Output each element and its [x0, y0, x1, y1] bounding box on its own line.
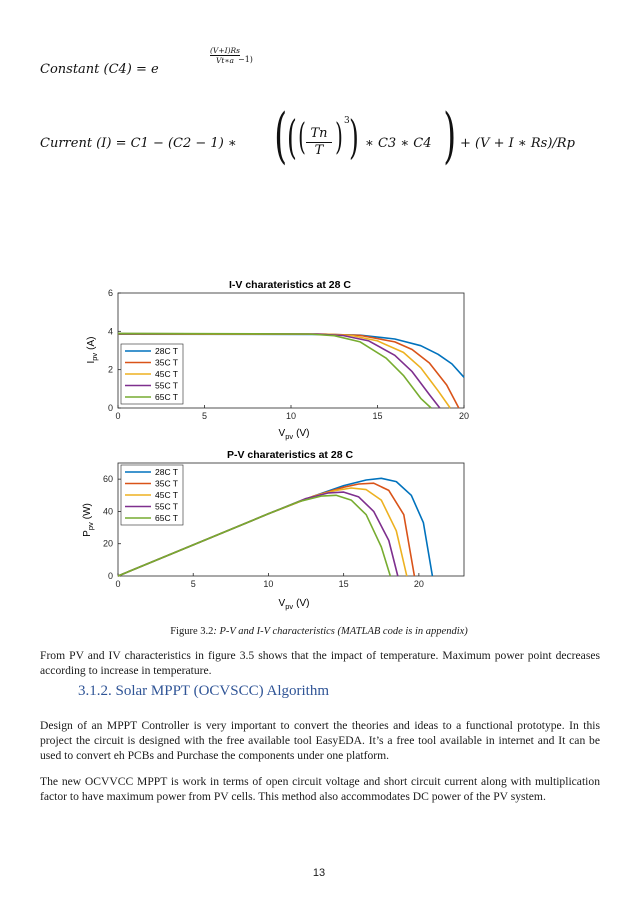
equation-c4-exp-tail: −1) [238, 55, 253, 64]
pv-chart [80, 446, 480, 618]
pv-ylabel [82, 503, 95, 537]
iv-ylabel-main: I [86, 360, 97, 364]
pv-xtick-label: 20 [413, 579, 424, 589]
page-number: 13 [312, 867, 326, 879]
pv-ylabel-main: P [82, 530, 93, 537]
iv-ytick-label: 0 [107, 403, 113, 413]
iv-xtick-label: 5 [201, 411, 208, 421]
pv-plot-area [103, 463, 464, 589]
iv-xtick-label: 20 [458, 411, 470, 421]
pv-xlabel [279, 598, 310, 611]
equation-tn-over-t [306, 126, 332, 159]
iv-chart [80, 274, 480, 446]
pv-ylabel-sub: pv [86, 522, 95, 531]
iv-ylabel-sub: pv [90, 352, 99, 361]
equation-t: T [314, 143, 324, 158]
pv-ylabel-unit: (W) [82, 503, 93, 520]
iv-ytick-label: 6 [107, 288, 113, 298]
paragraph-pv-iv: From PV and IV characteristics in figure 3.5 shows that the impact of temperature. Maximum power point decreases according to increase in temperature. [40, 649, 600, 677]
pv-legend-label-3: 55C T [155, 501, 178, 512]
pv-ytick-label: 0 [107, 571, 113, 581]
equation-tn: Tn [306, 126, 332, 143]
iv-legend-label-1: 35C T [155, 357, 178, 368]
pv-xtick-label: 5 [190, 579, 196, 589]
pv-xlabel-unit: (V) [296, 598, 310, 609]
pv-ytick-label: 40 [102, 506, 113, 517]
equation-current-tail: + (V + I ∗ Rs)/Rp [460, 136, 575, 151]
pv-xtick-label: 15 [338, 579, 349, 589]
equation-current-lhs: Current (I) = C1 − (C2 − 1) ∗ [40, 136, 237, 151]
equation-c4-exp-den: Vt∗a [216, 56, 234, 65]
pv-xlabel-sub: pv [285, 602, 294, 611]
equation-c4-lhs: Constant (C4) = e [40, 62, 159, 77]
section-heading: 3.1.2. Solar MPPT (OCVSCC) Algorithm [78, 683, 330, 699]
iv-xlabel-main: V [278, 428, 286, 439]
equation-c4 [40, 46, 253, 77]
pv-xtick-label: 10 [263, 579, 274, 589]
iv-xtick-label: 10 [285, 411, 297, 421]
iv-xlabel [279, 428, 310, 441]
iv-legend-label-2: 45C T [155, 369, 178, 379]
pv-legend-label-1: 35C T [155, 478, 178, 489]
pv-ytick-label: 20 [102, 538, 113, 549]
figure-caption-label: Figure 3.2 [170, 626, 214, 637]
equation-c4-exp-num: (V+I)Rs [210, 46, 241, 55]
pv-ytick-label: 60 [102, 474, 113, 485]
iv-ytick-label: 4 [107, 326, 113, 337]
iv-legend-label-3: 55C T [155, 380, 178, 391]
pv-legend-label-0: 28C T [155, 467, 178, 477]
iv-chart-title: I-V charateristics at 28 C [229, 279, 351, 291]
equation-cube-exponent: 3 [344, 116, 350, 126]
iv-plot-area [108, 288, 469, 421]
figure-caption-text: : P-V and I-V characteristics (MATLAB code is in appendix) [213, 626, 468, 637]
iv-xtick-label: 15 [372, 411, 383, 421]
iv-ylabel-unit: (A) [86, 336, 97, 350]
pv-legend-label-2: 45C T [155, 490, 178, 500]
paragraph-design: Design of an MPPT Controller is very important to convert the theories and ideas to a functional prototype. In this project the circuit is designed with the free available tool EasyEDA. It’s a free tool available in internet and It can be used to convert eh PCBs and Purchase the components under one platform. [40, 719, 600, 762]
iv-legend [121, 344, 183, 404]
equation-current: Current (I) = C1 − (C2 − 1) ∗ ( ( ( $\frac{Tn}{T}$ ) 3 ) ∗ C3 ∗ C4 ) + (V + I ∗ Rs)/Rp [40, 101, 575, 171]
iv-ytick-label: 2 [107, 364, 113, 375]
iv-xlabel-sub: pv [285, 432, 294, 441]
iv-legend-label-4: 65C T [155, 392, 178, 402]
iv-xtick-label: 0 [115, 411, 121, 421]
iv-ylabel [86, 336, 99, 363]
paragraph-ocvvcc: The new OCVVCC MPPT is work in terms of open circuit voltage and short circuit current along with multiplication factor to have maximum power from PV cells. This method also accommodates DC power of the PV system. [40, 775, 600, 803]
figure-caption [0, 626, 638, 637]
pv-legend [121, 465, 183, 525]
pv-legend-label-4: 65C T [155, 513, 178, 523]
pv-xlabel-main: V [278, 598, 286, 609]
equation-c4-exponent [210, 46, 240, 65]
pv-xtick-label: 0 [115, 579, 121, 589]
iv-xlabel-unit: (V) [296, 428, 310, 439]
equation-current-mid: ∗ C3 ∗ C4 [365, 136, 432, 151]
iv-legend-label-0: 28C T [155, 346, 178, 356]
pv-chart-title: P-V charateristics at 28 C [226, 449, 354, 461]
